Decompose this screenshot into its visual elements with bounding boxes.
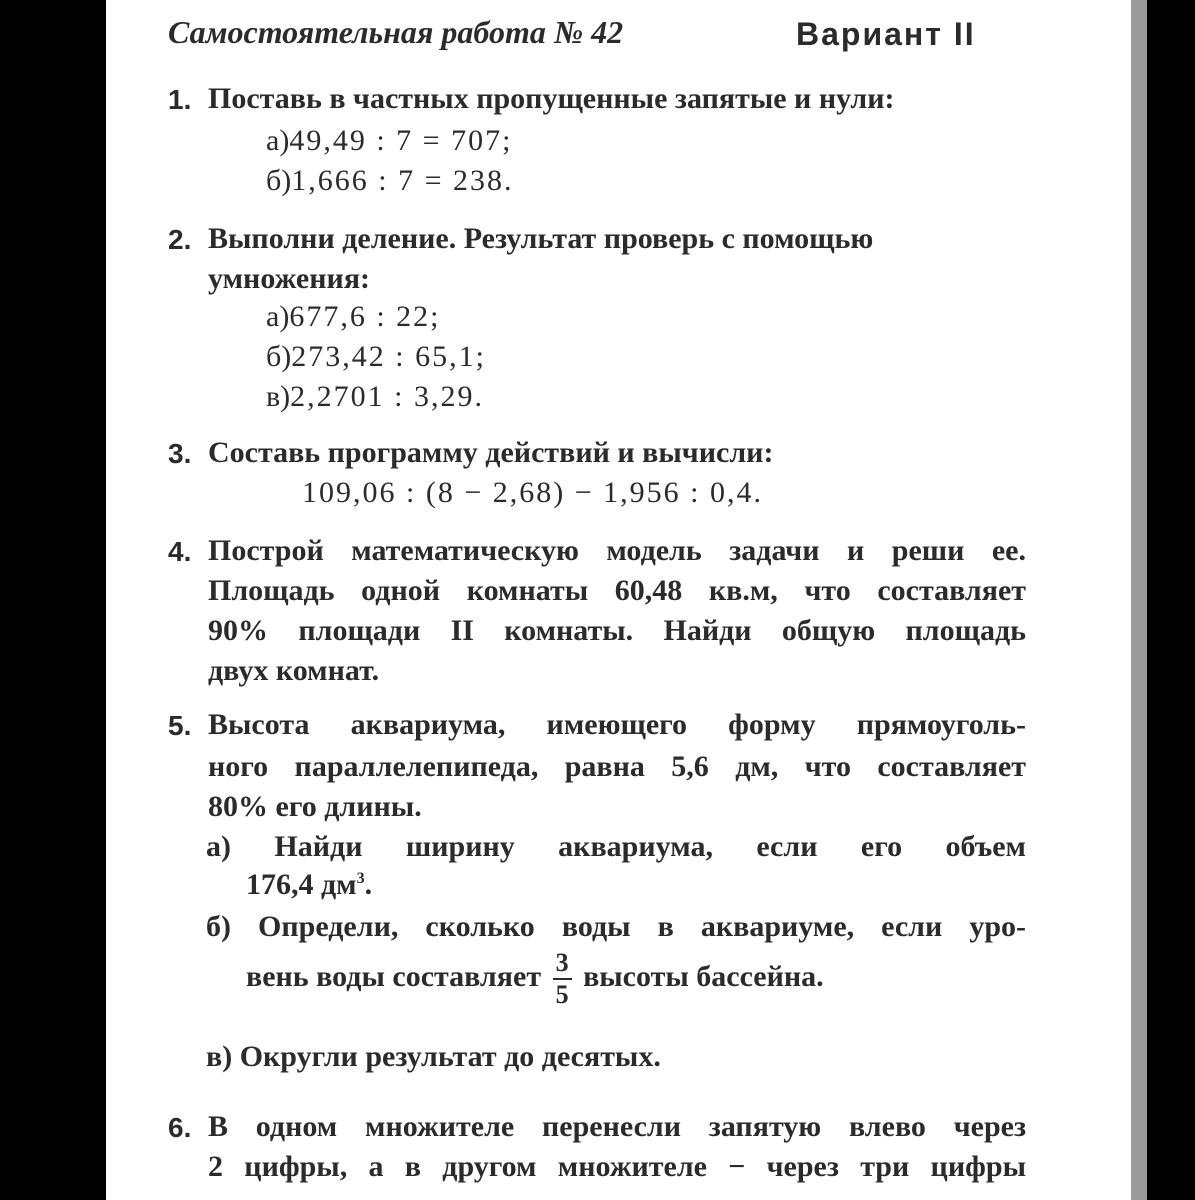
task-4-text-line-3: 90% площади II комнаты. Найди общую площадь xyxy=(208,614,1026,647)
item-label: а) xyxy=(266,124,290,157)
task-5-text-line-3: 80% его длины. xyxy=(208,790,422,823)
task-5-sub-a-line-2 xyxy=(246,868,372,902)
task-5-text-line-1: Высота аквариума, имеющего форму прямоуголь- xyxy=(208,708,1026,741)
task-1-text: Поставь в частных пропущенные запятые и нули: xyxy=(208,82,895,115)
task-4-text-line-1: Построй математическую модель задачи и реши ее. xyxy=(208,534,1026,567)
task-5-sub-a-line-1: а) Найди ширину аквариума, если его объем xyxy=(206,830,1026,863)
worksheet-title: Самостоятельная работа № 42 xyxy=(168,14,624,50)
task-5-text-line-2: ного параллелепипеда, равна 5,6 дм, что составляет xyxy=(208,750,1026,783)
scan-border-left xyxy=(0,0,106,1200)
scan-border-right xyxy=(1147,0,1195,1200)
volume-value: 176,4 дм xyxy=(246,868,357,901)
task-2-item-a xyxy=(266,300,440,334)
cube-exponent: 3 xyxy=(356,870,365,887)
task-3-expression: 109,06 : (8 − 2,68) − 1,956 : 0,4. xyxy=(302,476,763,509)
sentence-end: . xyxy=(364,868,373,901)
item-label: б) xyxy=(266,164,292,197)
task-4-number: 4. xyxy=(168,536,192,567)
sub-b-text-after: высоты бассейна. xyxy=(583,959,824,993)
task-5-sub-b-line-1: б) Определи, сколько воды в аквариуме, если уро- xyxy=(206,910,1026,943)
task-3-text: Составь программу действий и вычисли: xyxy=(208,436,774,469)
worksheet-page xyxy=(106,0,1131,1200)
task-2-item-c xyxy=(266,380,484,414)
fraction xyxy=(553,950,572,1008)
variant-label: Вариант II xyxy=(796,16,976,52)
task-4-text-line-2: Площадь одной комнаты 60,48 кв.м, что составляет xyxy=(208,574,1026,607)
item-expression: 1,666 : 7 = 238. xyxy=(291,164,514,197)
task-5-number: 5. xyxy=(168,710,192,741)
item-expression: 273,42 : 65,1; xyxy=(291,340,486,373)
fraction-numerator: 3 xyxy=(553,950,572,980)
task-6-text-line-1: В одном множителе перенесли запятую влево через xyxy=(208,1110,1026,1143)
task-1-item-b xyxy=(266,164,514,198)
task-2-text-line-2: умножения: xyxy=(208,262,371,295)
task-6-text-line-2: 2 цифры, а в другом множителе − через три цифры xyxy=(208,1150,1026,1183)
item-expression: 49,49 : 7 = 707; xyxy=(289,124,513,157)
item-expression: 2,2701 : 3,29. xyxy=(290,380,484,413)
scan-border-gray xyxy=(1131,0,1147,1200)
task-5-sub-b-line-2 xyxy=(246,950,824,1008)
task-1-item-a xyxy=(266,124,512,158)
sub-b-text-before: вень воды составляет xyxy=(246,959,542,993)
task-1-number: 1. xyxy=(168,84,192,115)
item-label: в) xyxy=(266,380,291,413)
task-3-number: 3. xyxy=(168,438,192,469)
task-5-sub-c: в) Округли результат до десятых. xyxy=(206,1040,661,1073)
item-expression: 677,6 : 22; xyxy=(289,300,441,333)
task-2-item-b xyxy=(266,340,486,374)
item-label: а) xyxy=(266,300,290,333)
item-label: б) xyxy=(266,340,292,373)
task-2-text-line-1: Выполни деление. Результат проверь с помощью xyxy=(208,222,874,255)
task-2-number: 2. xyxy=(168,224,192,255)
task-4-text-line-4: двух комнат. xyxy=(208,654,380,687)
fraction-denominator: 5 xyxy=(555,980,569,1009)
task-6-number: 6. xyxy=(168,1112,192,1143)
